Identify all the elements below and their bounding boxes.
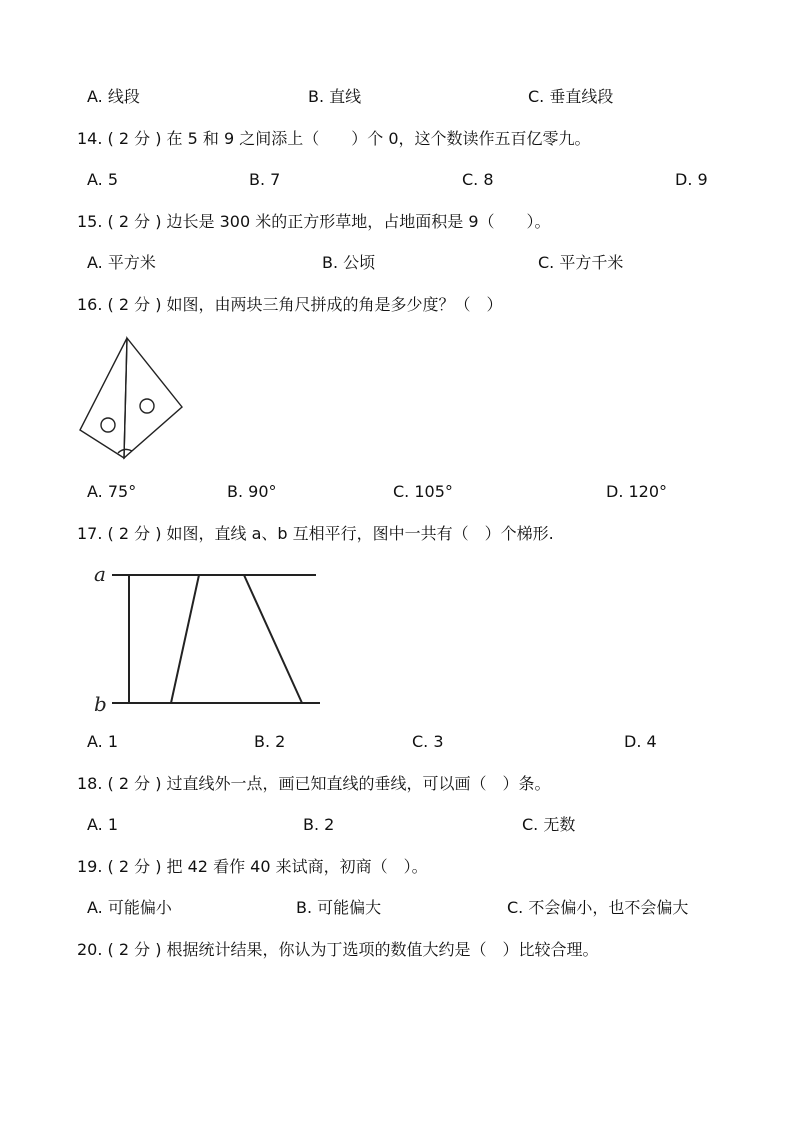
option-a[interactable]: A. 可能偏小: [87, 898, 172, 917]
question-16: 16. ( 2 分 ) 如图，由两块三角尺拼成的角是多少度？（ ）: [77, 295, 503, 314]
segment-slanted-right: [244, 575, 302, 703]
triangle-rulers-figure: [74, 334, 190, 464]
option-a[interactable]: A. 平方米: [87, 253, 156, 272]
question-19: 19. ( 2 分 ) 把 42 看作 40 来试商，初商（ ）。: [77, 857, 428, 876]
segment-slanted-left: [171, 575, 199, 703]
ruler-hole-right: [140, 399, 154, 413]
question-18: 18. ( 2 分 ) 过直线外一点，画已知直线的垂线，可以画（ ）条。: [77, 774, 551, 793]
option-d[interactable]: D. 4: [624, 732, 657, 751]
question-17: 17. ( 2 分 ) 如图，直线 a、b 互相平行，图中一共有（ ）个梯形.: [77, 524, 554, 543]
option-c[interactable]: C. 平方千米: [538, 253, 624, 272]
triangle-ruler-left: [80, 338, 127, 458]
option-a[interactable]: A. 1: [87, 815, 119, 834]
option-d[interactable]: D. 9: [675, 170, 708, 189]
option-c[interactable]: C. 垂直线段: [528, 87, 614, 106]
question-14: 14. ( 2 分 ) 在 5 和 9 之间添上（ ）个 0，这个数读作五百亿零九。: [77, 129, 591, 148]
option-a[interactable]: A. 5: [87, 170, 119, 189]
label-a: a: [94, 562, 106, 586]
ruler-hole-left: [101, 418, 115, 432]
option-a[interactable]: A. 1: [87, 732, 119, 751]
option-a[interactable]: A. 75°: [87, 482, 137, 501]
label-b: b: [94, 692, 107, 716]
question-20: 20. ( 2 分 ) 根据统计结果，你认为丁选项的数值大约是（ ）比较合理。: [77, 940, 599, 959]
option-c[interactable]: C. 105°: [393, 482, 453, 501]
option-b[interactable]: B. 2: [303, 815, 335, 834]
option-c[interactable]: C. 不会偏小，也不会偏大: [507, 898, 689, 917]
question-15: 15. ( 2 分 ) 边长是 300 米的正方形草地，占地面积是 9（ ）。: [77, 212, 551, 231]
option-b[interactable]: B. 90°: [227, 482, 277, 501]
option-c[interactable]: C. 无数: [522, 815, 576, 834]
option-d[interactable]: D. 120°: [606, 482, 668, 501]
option-c[interactable]: C. 8: [462, 170, 494, 189]
option-c[interactable]: C. 3: [412, 732, 444, 751]
option-b[interactable]: B. 2: [254, 732, 286, 751]
triangle-ruler-right: [124, 338, 182, 458]
option-b[interactable]: B. 可能偏大: [296, 898, 382, 917]
option-a[interactable]: A. 线段: [87, 87, 140, 106]
option-b[interactable]: B. 直线: [308, 87, 362, 106]
parallel-lines-figure: [88, 560, 328, 720]
option-b[interactable]: B. 公顷: [322, 253, 376, 272]
option-b[interactable]: B. 7: [249, 170, 281, 189]
